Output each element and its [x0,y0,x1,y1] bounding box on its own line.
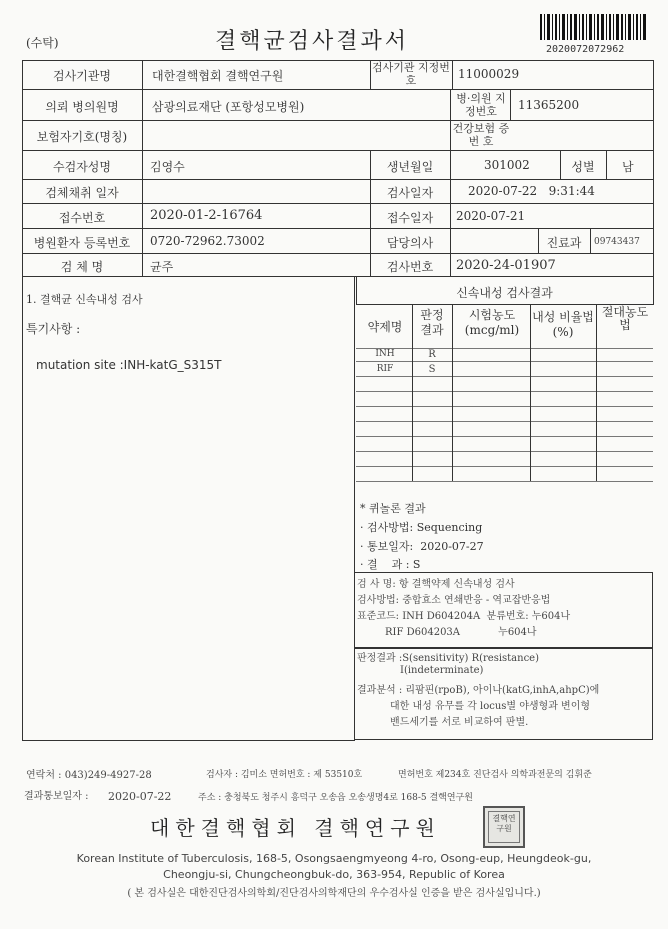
col-abs: 절대농도법 [601,305,649,332]
col-judge: 판정 결과 [420,308,444,337]
doctor-label: 담당의사 [386,236,434,250]
patient-value: 김영수 [150,160,185,174]
english-address-line1: Korean Institute of Tuberculosis, 168-5, Osongsaengmyeong 4-ro, Osong-eup, Heungdeok-gu, [76,852,592,865]
quinolone-result: · 결 과 : S [360,558,421,571]
sex-label: 성별 [571,160,595,174]
judge-line2: I(indeterminate) [400,665,484,676]
testdate-label: 검사일자 [386,186,434,200]
doc-title: 결핵균검사결과서 [215,29,410,54]
judge-line5: 밴드세기를 서로 비교하여 판별. [390,717,529,728]
quinolone-method: · 검사방법: Sequencing [360,521,483,534]
req-code-label: 병·의원 지정번호 [456,92,506,118]
testdate-value: 2020-07-22 9:31:44 [468,184,595,198]
recvdate-value: 2020-07-21 [456,209,526,223]
inst-code-value: 11000029 [458,67,520,81]
col-drug: 약제명 [367,320,403,334]
row-judge-rif: S [428,364,436,375]
req-code-value: 11365200 [518,98,580,112]
official-seal [483,806,525,848]
row-drug-rif: RIF [376,364,394,374]
specimen-label: 검 체 명 [60,260,104,274]
health-label: 건강보험 증 번 호 [452,122,510,148]
reg-label: 병원환자 등록번호 [33,236,131,250]
recvdate-label: 접수일자 [386,211,434,225]
dob-value: 301002 [484,158,530,172]
quinolone-date: · 통보일자: 2020-07-27 [360,540,484,553]
barcode [540,14,646,42]
inst-code-label: 검사기관 지정번호 [372,61,450,87]
inst-label: 검사기관명 [53,69,111,83]
testno-label: 검사번호 [386,260,434,274]
judge-line4: 대한 내성 유무를 각 locus별 야생형과 변이형 [390,701,591,712]
req-label: 의뢰 병의원명 [45,100,119,114]
method-line1: 검 사 명: 항 결핵약제 신속내성 검사 [357,579,515,590]
license: 면허번호 제234호 진단검사 의학과전문의 김휘준 [398,770,592,780]
notice-date: 2020-07-22 [108,790,172,803]
row-judge-inh: R [428,349,436,360]
method-line4: RIF D604203A 누604나 [385,627,537,638]
org-name: 대한결핵협회 결핵연구원 [150,816,441,840]
testno-value: 2020-24-01907 [456,258,556,273]
col-conc: 시험농도(mcg/ml) [464,308,520,337]
examiner: 검사자 : 김미소 면허번호 : 제 53510호 [206,770,363,780]
judge-line3: 결과분석 : 리팜핀(rpoB), 아이나(katG,inhA,ahpC)에 [357,685,600,696]
row-drug-inh: INH [375,349,395,359]
judge-line1: 판정결과 :S(sensitivity) R(resistance) [357,653,540,664]
method-line3: 표준코드: INH D604204A 분류번호: 누604나 [357,611,571,622]
req-value: 삼광의료재단 (포항성모병원) [152,100,305,114]
receipt-label: 접수번호 [58,211,106,225]
notice-label: 결과통보일자 : [24,791,89,802]
remarks-label: 특기사항 : [26,322,81,336]
test-title: 1. 결핵균 신속내성 검사 [26,293,143,306]
reg-value: 0720-72962.73002 [150,234,265,248]
receipt-value: 2020-01-2-16764 [150,208,263,223]
address: 주소 : 충청북도 청주시 흥덕구 오송읍 오송생명4로 168-5 결핵연구원 [198,793,473,803]
cert-note: ( 본 검사실은 대한진단검사의학회/진단검사의학재단의 우수검사실 인증을 받은 검사실입니다.) [127,888,541,899]
sex-value: 남 [622,160,634,174]
results-title: 신속내성 검사결과 [456,286,553,300]
mutation-site: mutation site :INH-katG_S315T [36,358,222,372]
quinolone-title: * 퀴놀론 결과 [360,502,426,515]
patient-label: 수검자성명 [53,160,111,174]
dept-value: 09743437 [594,237,640,247]
contact: 연락처 : 043)249-4927-28 [26,770,152,781]
english-address-line2: Cheongju-si, Chungcheongbuk-do, 363-954, Republic of Korea [163,868,505,881]
col-ratio: 내성 비율법(%) [532,310,594,339]
method-line2: 검사방법: 중합효소 연쇄반응 - 역교잡반응법 [357,595,551,606]
specimen-value: 균주 [150,260,174,274]
inst-value: 대한결핵협회 결핵연구원 [152,69,284,83]
dept-label: 진료과 [546,236,582,250]
collect-label: 검체채취 일자 [45,186,119,200]
barcode-number: 2020072072962 [546,44,625,55]
dob-label: 생년월일 [386,160,434,174]
insured-label: 보험자기호(명칭) [36,130,128,144]
seal-text: 결핵연구원 [488,811,520,843]
doc-tag: (수탁) [26,36,59,50]
